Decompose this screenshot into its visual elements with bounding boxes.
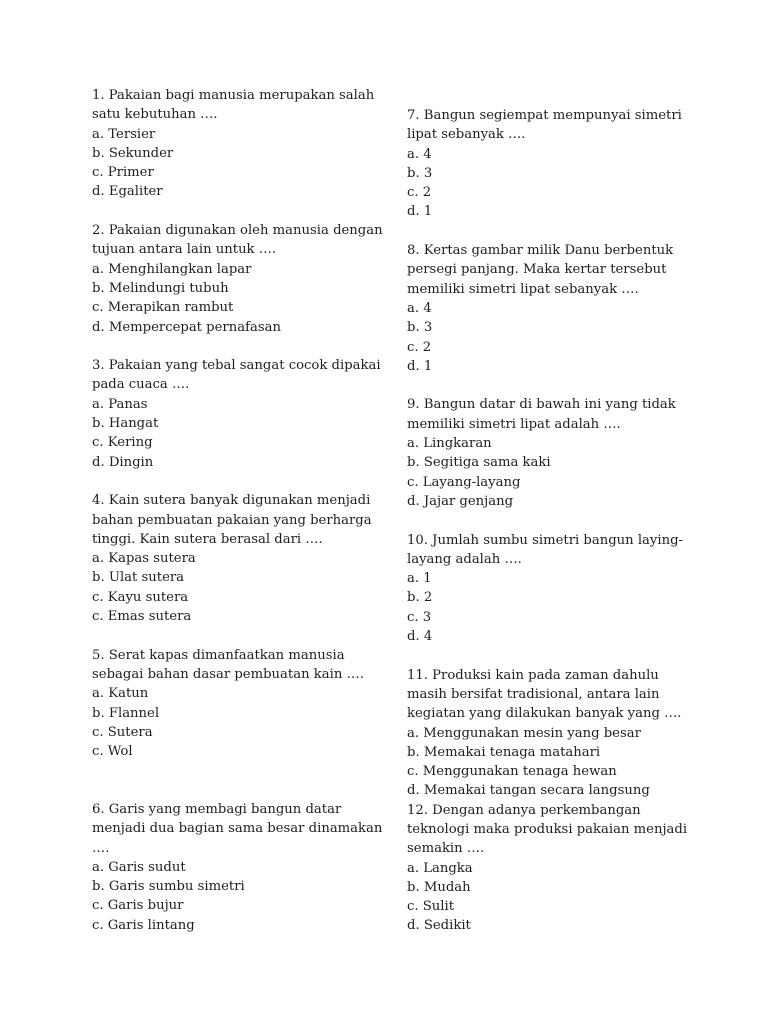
answer-option: b. Sekunder <box>92 145 174 161</box>
answer-option: a. 1 <box>407 571 432 587</box>
answer-option: c. Menggunakan tenaga hewan <box>407 764 617 780</box>
question-text: semakin …. <box>407 841 485 857</box>
answer-option: c. 3 <box>407 609 432 625</box>
question-text: 11. Produksi kain pada zaman dahulu <box>407 667 659 683</box>
question-text: 2. Pakaian digunakan oleh manusia dengan <box>92 223 383 239</box>
answer-option: b. Flannel <box>92 705 160 721</box>
answer-option: c. Kayu sutera <box>92 589 189 605</box>
question-item <box>407 241 682 376</box>
answer-option: b. Hangat <box>92 416 159 432</box>
answer-option: b. Melindungi tubuh <box>92 280 229 296</box>
left-question-column <box>92 86 382 935</box>
answer-option: c. Kering <box>92 435 153 451</box>
answer-option: c. 2 <box>407 339 432 355</box>
right-question-column <box>407 106 688 936</box>
question-text: memiliki simetri lipat sebanyak …. <box>407 281 639 297</box>
question-text: 12. Dengan adanya perkembangan <box>407 802 641 818</box>
question-gap <box>407 222 682 241</box>
question-item <box>407 666 682 801</box>
question-text: 1. Pakaian bagi manusia merupakan salah <box>92 88 375 103</box>
answer-option: c. Emas sutera <box>92 609 192 625</box>
question-text: lipat sebanyak …. <box>407 127 526 143</box>
answer-option: a. Garis sudut <box>92 859 186 875</box>
answer-option: c. Sutera <box>92 724 153 740</box>
question-text: teknologi maka produksi pakaian menjadi <box>407 821 688 837</box>
question-text: 10. Jumlah sumbu simetri bangun laying- <box>407 532 683 548</box>
answer-option: d. Mempercepat pernafasan <box>92 319 281 335</box>
question-gap <box>92 472 382 491</box>
question-text: masih bersifat tradisional, antara lain <box>407 686 660 702</box>
question-text: sebagai bahan dasar pembuatan kain …. <box>92 666 364 682</box>
question-text: …. <box>92 840 110 856</box>
answer-option: d. 1 <box>407 204 433 220</box>
question-item <box>92 800 382 935</box>
question-text: 9. Bangun datar di bawah ini yang tidak <box>407 397 676 413</box>
answer-option: b. Mudah <box>407 879 471 895</box>
question-text: 6. Garis yang membagi bangun datar <box>92 801 342 817</box>
answer-option: b. 2 <box>407 590 433 606</box>
question-item <box>92 221 382 337</box>
answer-option: a. 4 <box>407 146 432 162</box>
answer-option: a. 4 <box>407 300 432 316</box>
answer-option: a. Lingkaran <box>407 436 492 452</box>
answer-option: a. Tersier <box>92 126 156 142</box>
question-item <box>92 356 382 472</box>
answer-option: c. Wol <box>92 744 133 760</box>
question-text: tinggi. Kain sutera berasal dari …. <box>92 531 323 547</box>
question-text: bahan pembuatan pakaian yang berharga <box>92 512 372 528</box>
answer-option: a. Menghilangkan lapar <box>92 261 252 277</box>
answer-option: c. Layang-layang <box>407 474 521 490</box>
answer-option: b. Ulat sutera <box>92 570 185 586</box>
question-text: 8. Kertas gambar milik Danu berbentuk <box>407 243 674 259</box>
question-text: 3. Pakaian yang tebal sangat cocok dipakai <box>92 358 381 374</box>
question-gap <box>92 626 382 645</box>
answer-option: c. Garis bujur <box>92 898 184 914</box>
answer-option: d. Dingin <box>92 454 154 470</box>
answer-option: a. Menggunakan mesin yang besar <box>407 725 641 741</box>
question-text: pada cuaca …. <box>92 377 190 393</box>
question-gap <box>92 202 382 221</box>
question-item <box>407 395 682 511</box>
answer-option: d. Memakai tangan secara langsung <box>407 783 650 799</box>
question-item <box>407 106 682 222</box>
answer-option: c. Merapikan rambut <box>92 300 234 316</box>
question-text: kegiatan yang dilakukan banyak yang …. <box>407 706 682 722</box>
question-text: 7. Bangun segiempat mempunyai simetri <box>407 108 682 123</box>
question-item <box>92 86 382 202</box>
answer-option: c. Primer <box>92 165 154 181</box>
answer-option: c. 2 <box>407 185 432 201</box>
question-item <box>407 801 688 936</box>
answer-option: b. 3 <box>407 320 433 336</box>
question-text: 5. Serat kapas dimanfaatkan manusia <box>92 647 345 663</box>
answer-option: b. Segitiga sama kaki <box>407 455 551 471</box>
question-item <box>407 531 682 647</box>
answer-option: a. Katun <box>92 686 149 702</box>
answer-option: c. Garis lintang <box>92 917 195 933</box>
question-text: satu kebutuhan …. <box>92 107 218 123</box>
question-gap <box>407 511 682 530</box>
question-text: memiliki simetri lipat adalah …. <box>407 416 621 432</box>
answer-option: b. 3 <box>407 165 433 181</box>
answer-option: b. Memakai tenaga matahari <box>407 744 601 760</box>
question-text: menjadi dua bagian sama besar dinamakan <box>92 821 383 837</box>
question-text: tujuan antara lain untuk …. <box>92 242 277 258</box>
question-gap <box>92 761 382 800</box>
answer-option: c. Sulit <box>407 899 455 915</box>
answer-option: b. Garis sumbu simetri <box>92 879 245 895</box>
answer-option: d. 4 <box>407 629 433 645</box>
answer-option: d. Egaliter <box>92 184 163 200</box>
answer-option: d. Jajar genjang <box>407 493 514 509</box>
question-text: persegi panjang. Maka kertar tersebut <box>407 262 667 278</box>
question-item <box>92 646 382 762</box>
question-item <box>92 491 382 626</box>
question-text: layang adalah …. <box>407 551 522 567</box>
answer-option: a. Panas <box>92 396 148 412</box>
question-gap <box>407 646 682 665</box>
answer-option: a. Langka <box>407 860 473 876</box>
answer-option: d. Sedikit <box>407 918 471 934</box>
answer-option: a. Kapas sutera <box>92 551 196 567</box>
question-gap <box>407 376 682 395</box>
question-gap <box>92 337 382 356</box>
answer-option: d. 1 <box>407 358 433 374</box>
question-text: 4. Kain sutera banyak digunakan menjadi <box>92 493 371 509</box>
